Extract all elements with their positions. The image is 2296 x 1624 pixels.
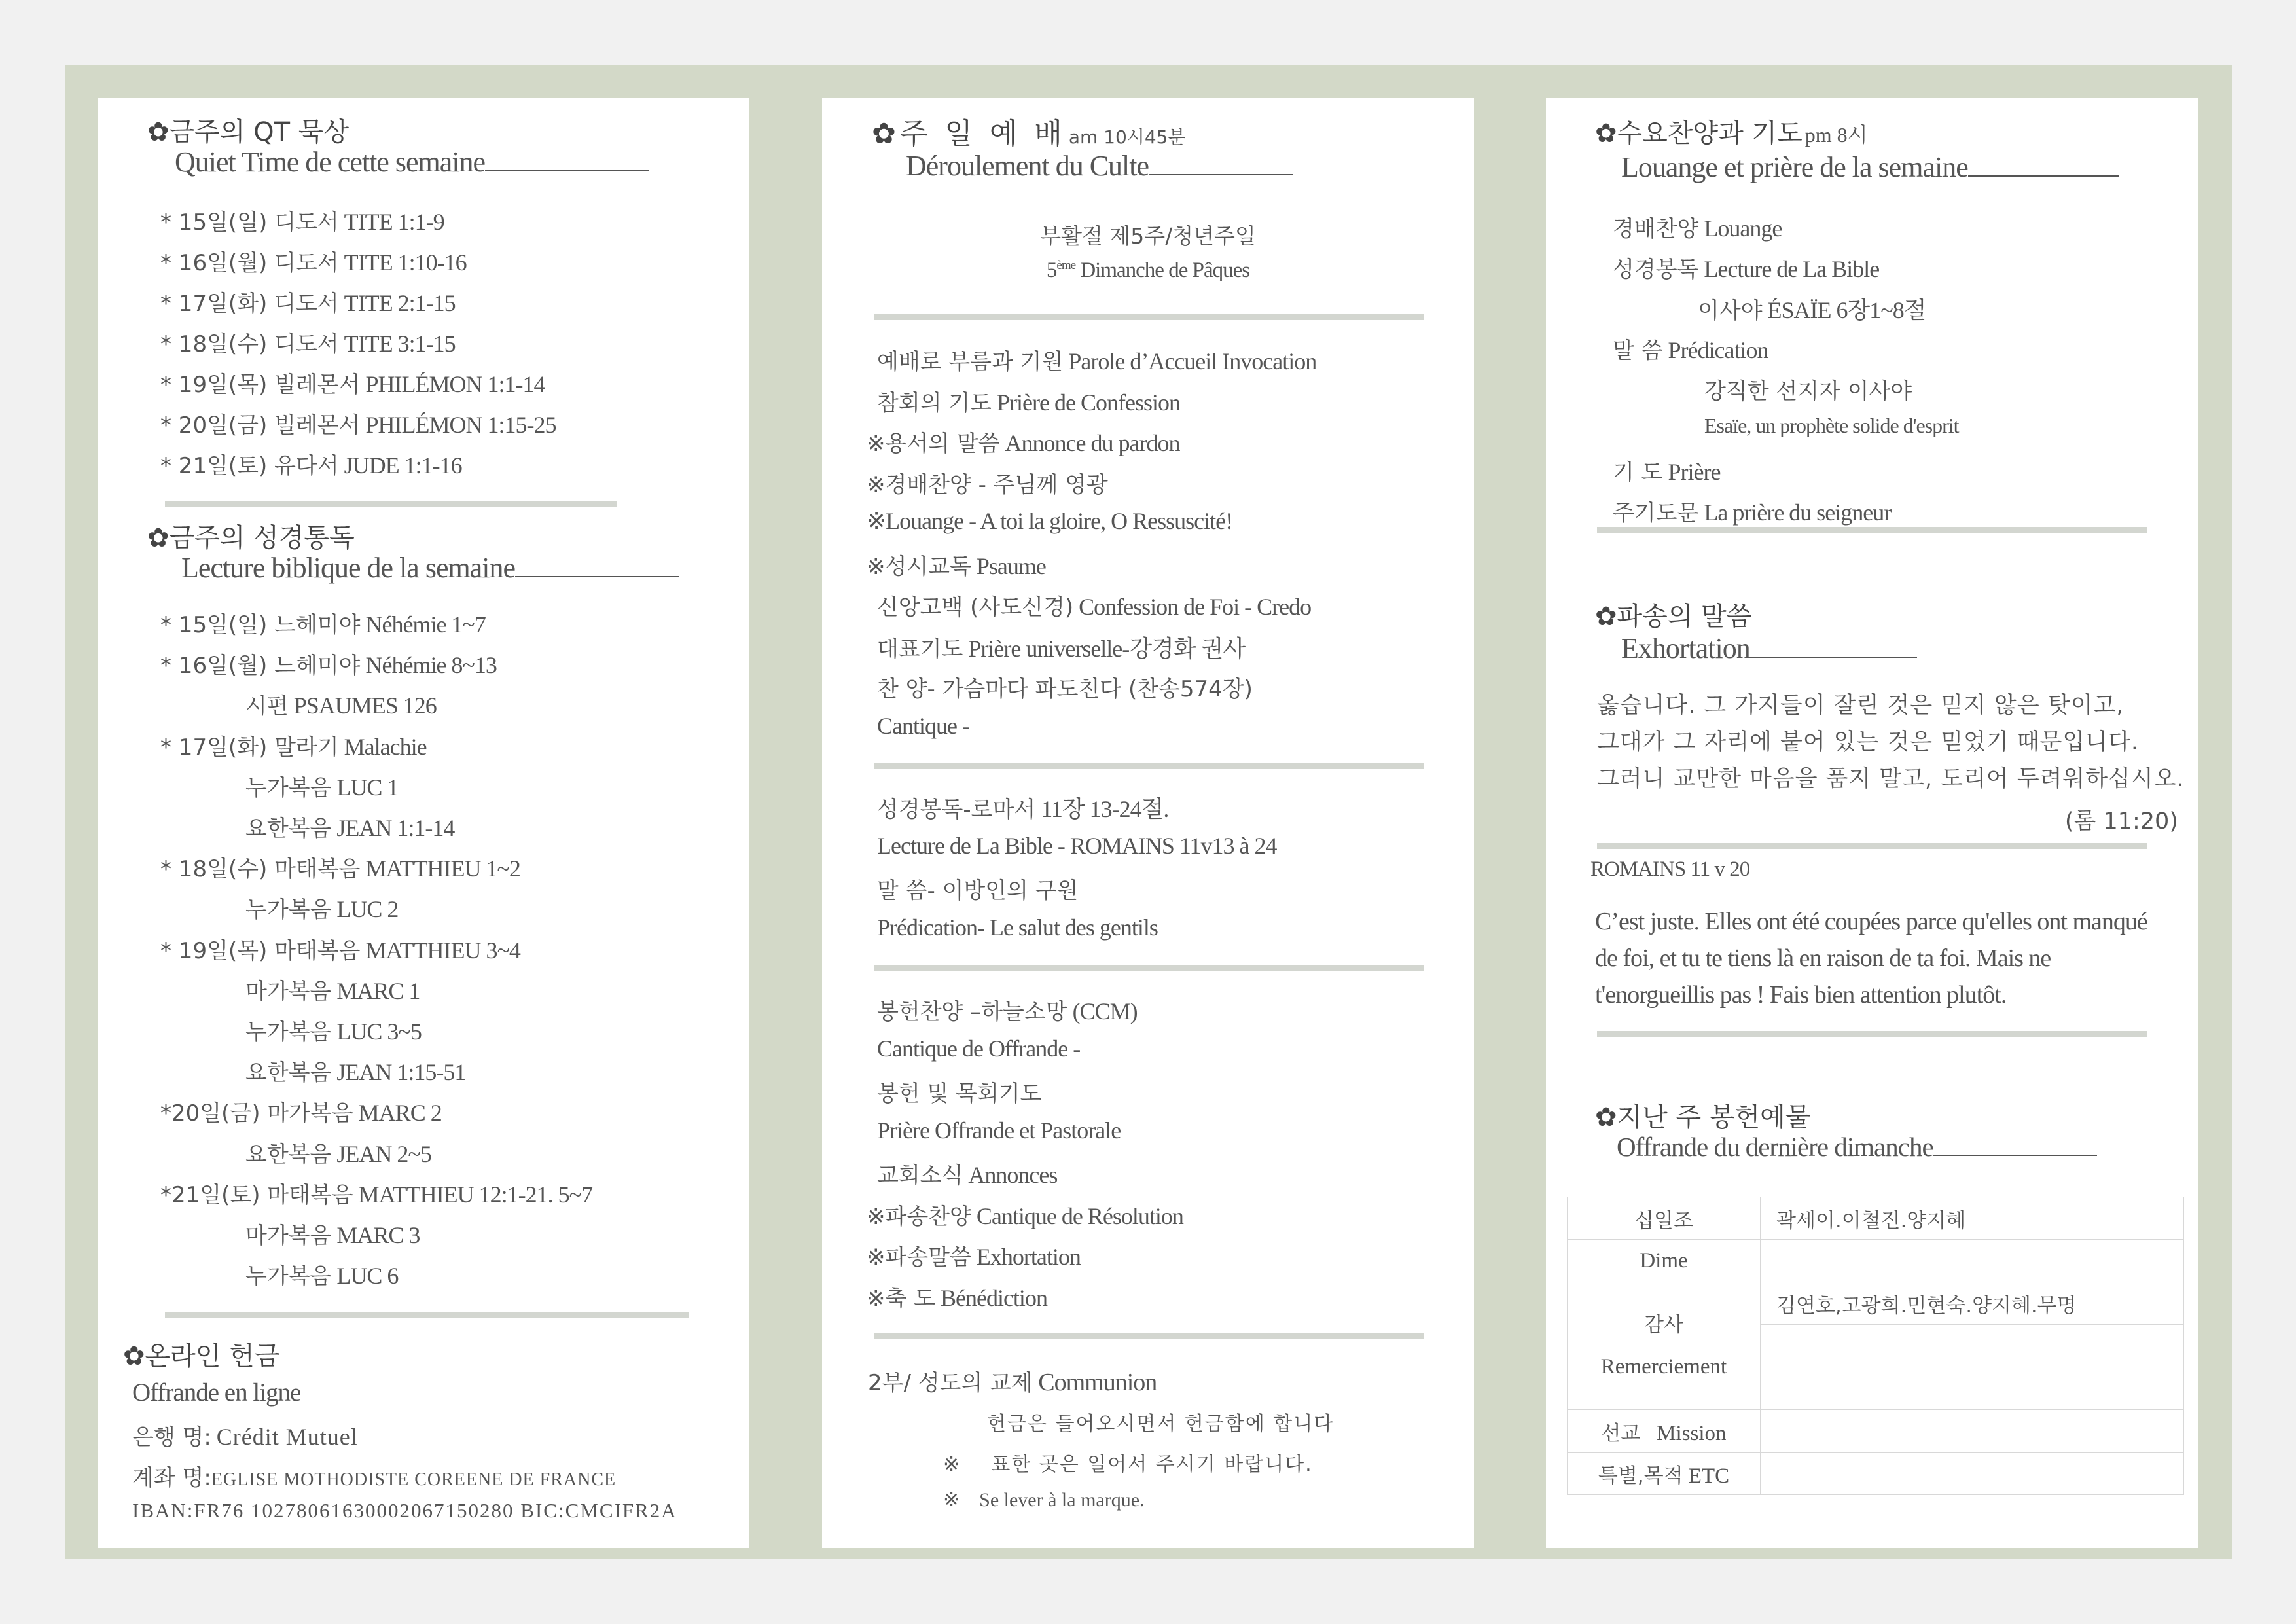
service-row: [877, 873, 1078, 905]
service-row: [877, 1157, 1057, 1189]
service-row-kr: ※파송말씀: [867, 1244, 971, 1271]
bible-row-fr: JEAN 1:15-51: [336, 1059, 466, 1086]
service-row-fr: Psaume: [976, 552, 1046, 579]
wed-row-kr: 기 도: [1613, 460, 1663, 486]
wed-row: [1613, 251, 1879, 283]
service-row-fr: Cantique de Résolution: [976, 1202, 1183, 1229]
qt-row-fr: TITE 1:1-9: [344, 209, 444, 235]
wed-row-kr: 강직한 선지자 이사야: [1704, 378, 1912, 405]
wed-row-kr: 주기도문: [1613, 500, 1699, 526]
bible-row-kr: * 19일(목) 마태복음: [160, 937, 361, 964]
service-row: [867, 1199, 1183, 1231]
bible-row-fr: Néhémie 1~7: [365, 611, 486, 638]
note-stand-fr: ※ Se lever à la marque.: [943, 1489, 1145, 1511]
service-row-kr: ※성시교독: [867, 553, 971, 580]
service-row-fr: Lecture de La Bible - ROMAINS 11v13 à 24: [877, 832, 1277, 859]
bible-row-kr: 요한복음: [245, 816, 332, 842]
qt-row-fr: TITE 1:10-16: [344, 249, 467, 276]
bible-row: [245, 1218, 420, 1250]
divider: [874, 1333, 1424, 1339]
account-name: 계좌 명:EGLISE MOTHODISTE COREENE DE FRANCE: [132, 1465, 617, 1491]
qt-row-fr: JUDE 1:1-16: [344, 452, 462, 478]
bible-row: [245, 1055, 465, 1087]
divider: [1597, 527, 2147, 533]
service-row-fr: Bénédiction: [940, 1284, 1047, 1311]
divider: [1597, 843, 2147, 849]
service-row: [877, 630, 1245, 664]
bible-row: [245, 892, 398, 924]
bible-row-kr: * 18일(수) 마태복음: [160, 856, 361, 883]
panel-wednesday-and-offering: [1546, 98, 2198, 1548]
bible-row-kr: 누가복음: [245, 1019, 332, 1045]
qt-row: [160, 326, 456, 358]
service-row: [877, 1035, 1080, 1062]
bible-row-kr: 누가복음: [245, 897, 332, 924]
bible-row: [160, 851, 520, 883]
wed-row: [1613, 495, 1891, 527]
service-row-kr: 교회소식: [877, 1163, 963, 1189]
divider: [1597, 1031, 2147, 1037]
tithe-names: 곽세이.이철진.양지혜: [1761, 1197, 2184, 1240]
bank-name: 은행 명: Crédit Mutuel: [132, 1424, 358, 1451]
panel-sunday-service: [822, 98, 1474, 1548]
service-row-kr: 말 씀- 이방인의 구원: [877, 878, 1079, 904]
bible-row-kr: 마가복음: [245, 1223, 332, 1249]
bible-row: [160, 1095, 442, 1127]
qt-row-kr: * 15일(일) 디도서: [160, 209, 339, 236]
bible-row-fr: MARC 1: [336, 977, 420, 1004]
note-stand-kr: ※ 표한 곳은 일어서 주시기 바랍니다.: [943, 1453, 1313, 1476]
service-row-fr: Prière universelle-강경화 권사: [968, 635, 1246, 662]
service-row-fr: Prière Offrande et Pastorale: [877, 1117, 1121, 1144]
exhortation-fr: C’est juste. Elles ont été coupées parce qu'elles ont manqué de foi, et tu te tiens là en raison de ta foi. Mais ne t'enorgueillis pas ! Fais bien attention plutôt.: [1595, 908, 2147, 1009]
service-row-kr: 대표기도: [877, 636, 963, 662]
service-row-kr: 신앙고백 (사도신경): [877, 594, 1074, 621]
service-row-kr: 봉헌찬양 –하늘소망: [877, 999, 1067, 1025]
service-row-fr: Confession de Foi - Credo: [1079, 594, 1312, 620]
wed-row-fr: Esaïe, un prophète solide d'esprit: [1704, 414, 1959, 437]
wed-title-fr: Louange et prière de la semaine: [1621, 151, 2119, 184]
qt-row-kr: * 19일(목) 빌레몬서: [160, 372, 361, 398]
service-row: [877, 385, 1180, 417]
thanks-label: 감사 Remerciement: [1568, 1282, 1761, 1410]
wed-row: [1704, 373, 1912, 405]
bible-row-kr: * 17일(화) 말라기: [160, 734, 339, 761]
bible-row-fr: MATTHIEU 1~2: [365, 856, 520, 882]
bible-row: [160, 729, 427, 761]
exhortation-kr: 옳습니다. 그 가지들이 잘린 것은 믿지 않은 탓이고, 그대가 그 자리에 붙어 있는 것은 믿었기 때문입니다. 그러니 교만한 마음을 품지 말고, 도리어 두려워하십시오.: [1597, 693, 2185, 792]
online-title-fr: Offrande en ligne: [132, 1379, 301, 1407]
service-row: [877, 832, 1277, 859]
service-row: [867, 425, 1179, 458]
wed-row: [1698, 292, 1926, 325]
bible-row: [245, 973, 420, 1005]
thanks-names: 김연호,고광희.민현숙.양지혜.무명: [1761, 1282, 2184, 1325]
service-row-kr: 성경봉독-로마서: [877, 797, 1036, 823]
wed-row-kr: 이사야: [1698, 298, 1763, 324]
tithe-fr: Dime: [1568, 1240, 1761, 1282]
bible-row-fr: MATTHIEU 12:1-21. 5~7: [358, 1181, 593, 1208]
qt-row: [160, 245, 467, 277]
offer-title-fr: Offrande du dernière dimanche: [1617, 1131, 2097, 1163]
bible-row-kr: 누가복음: [245, 1263, 332, 1290]
wed-title: ✿수요찬양과 기도 pm 8시: [1595, 118, 1868, 149]
service-row: [877, 712, 969, 740]
online-title-kr: ✿온라인 헌금: [123, 1341, 280, 1371]
service-row: [877, 994, 1138, 1026]
service-row: [867, 1239, 1081, 1271]
wed-row-fr: ÉSAÏE 6장1~8절: [1767, 297, 1926, 323]
bible-row-kr: *20일(금) 마가복음: [160, 1100, 353, 1127]
qt-title-kr: ✿금주의 QT 묵상: [147, 117, 350, 147]
service-row-kr: ※용서의 말씀: [867, 431, 1000, 457]
wed-row-kr: 성경봉독: [1613, 257, 1699, 283]
service-row-kr: ※축 도: [867, 1285, 935, 1312]
exh-fr-ref: ROMAINS 11 v 20: [1590, 857, 1750, 881]
bible-row-kr: *21일(토) 마태복음: [160, 1182, 353, 1208]
wed-row: [1613, 211, 1782, 243]
bible-row-fr: Malachie: [344, 733, 427, 760]
iban: IBAN:FR76 10278061630002067150280 BIC:CMCIFR2A: [132, 1499, 677, 1522]
service-row-fr: Prédication- Le salut des gentils: [877, 914, 1158, 941]
service-row-fr: Cantique de Offrande -: [877, 1035, 1081, 1062]
bible-row: [160, 1177, 592, 1209]
service-row: [877, 791, 1168, 824]
bible-row: [245, 1258, 398, 1290]
qt-row: [160, 448, 462, 480]
divider: [165, 501, 617, 507]
wed-row-fr: Prédication: [1668, 337, 1768, 363]
service-row: [877, 914, 1158, 941]
service-row: [867, 549, 1046, 581]
divider: [165, 1312, 689, 1318]
service-row: [867, 507, 1232, 535]
qt-row-fr: PHILÉMON 1:15-25: [365, 412, 556, 438]
bible-row: [160, 647, 497, 679]
exh-title-kr: ✿파송의 말씀: [1595, 602, 1752, 632]
qt-row-fr: TITE 3:1-15: [344, 331, 456, 357]
service-row: [877, 1117, 1121, 1144]
bible-row-kr: * 15일(일) 느헤미야: [160, 612, 361, 638]
bible-row-fr: MATTHIEU 3~4: [365, 937, 520, 964]
bible-row-fr: Néhémie 8~13: [365, 652, 497, 679]
service-row: [867, 467, 1108, 499]
qt-row-kr: * 20일(금) 빌레몬서: [160, 412, 361, 439]
offering-table: [1567, 1197, 2184, 1495]
service-row: [877, 344, 1316, 376]
bible-row-fr: JEAN 1:1-14: [336, 815, 455, 841]
service-row-fr: Parole d’Accueil Invocation: [1068, 348, 1317, 374]
wed-row-fr: Louange: [1704, 215, 1782, 242]
week-kr: 부활절 제5주/청년주일: [1040, 223, 1256, 249]
qt-row-kr: * 18일(수) 디도서: [160, 331, 339, 357]
wed-row-fr: Prière: [1668, 459, 1721, 485]
service-row-kr: 예배로 부름과 기원: [877, 349, 1064, 375]
bible-row: [245, 770, 398, 802]
service-row-kr: ※경배찬양 - 주님께 영광: [867, 471, 1108, 498]
qt-row: [160, 407, 556, 439]
exh-kr-ref: (롬 11:20): [2064, 808, 2178, 835]
week-fr: 5ème Dimanche de Pâques: [1046, 259, 1250, 282]
service-row-fr: (CCM): [1072, 998, 1138, 1024]
service-row-fr: Cantique -: [877, 712, 969, 739]
service-row-kr: ※파송찬양: [867, 1203, 971, 1230]
qt-row-kr: * 21일(토) 유다서: [160, 453, 339, 479]
qt-row: [160, 204, 444, 236]
bible-row-fr: PSAUMES 126: [293, 693, 437, 719]
wed-row-fr: Lecture de La Bible: [1704, 256, 1880, 282]
panel-qt-bible-reading: [98, 98, 749, 1548]
wed-row-fr: La prière du seigneur: [1704, 499, 1892, 526]
bible-row-kr: 요한복음: [245, 1060, 332, 1087]
service-row: [877, 589, 1311, 621]
service-row-fr: Annonce du pardon: [1005, 430, 1180, 456]
bible-row: [160, 607, 486, 639]
bible-row-fr: MARC 2: [358, 1100, 442, 1127]
exh-title-fr: Exhortation: [1621, 632, 1917, 665]
bible-row-fr: LUC 2: [336, 896, 399, 923]
bible-row-fr: LUC 3~5: [336, 1019, 422, 1045]
qt-row-kr: * 16일(월) 디도서: [160, 250, 339, 276]
service-row-fr: Exhortation: [976, 1244, 1081, 1270]
service-row-kr: 참회의 기도: [877, 389, 992, 416]
wed-row-kr: 경배찬양: [1613, 216, 1699, 242]
qt-row: [160, 367, 545, 399]
divider: [874, 314, 1424, 320]
service-row-fr: ※Louange - A toi la gloire, O Ressuscité!: [867, 508, 1233, 534]
service-row-fr: Annonces: [968, 1162, 1058, 1188]
bible-row-kr: 마가복음: [245, 978, 332, 1005]
wed-row: [1613, 333, 1768, 365]
qt-title-fr: Quiet Time de cette semaine: [175, 145, 649, 179]
qt-row-fr: PHILÉMON 1:1-14: [365, 371, 545, 397]
tithe-kr: 십일조: [1568, 1197, 1761, 1240]
qt-row-fr: TITE 2:1-15: [344, 290, 456, 316]
bible-row-fr: MARC 3: [336, 1222, 420, 1248]
divider: [874, 763, 1424, 769]
bible-row: [245, 810, 454, 842]
bible-row: [245, 688, 437, 720]
qt-row: [160, 285, 456, 317]
service-row: [877, 1075, 1042, 1108]
bible-row-fr: JEAN 2~5: [336, 1140, 431, 1167]
bible-row: [160, 933, 520, 965]
bible-row: [245, 1136, 431, 1168]
bible-title-kr: ✿금주의 성경통독: [147, 523, 355, 553]
bible-row-kr: 요한복음: [245, 1141, 332, 1168]
communion: 2부/ 성도의 교제 Communion: [868, 1369, 1157, 1396]
service-row: [877, 671, 1253, 703]
offer-title-kr: ✿지난 주 봉헌예물: [1595, 1102, 1811, 1132]
bible-row-kr: 시편: [245, 693, 289, 720]
special-label: 특별,목적 ETC: [1568, 1453, 1761, 1495]
bible-row: [245, 1014, 422, 1046]
service-title-fr: Déroulement du Culte: [906, 149, 1293, 183]
bible-row-fr: LUC 1: [336, 774, 399, 801]
qt-row-kr: * 17일(화) 디도서: [160, 291, 339, 317]
service-row-kr: 봉헌 및 목회기도: [877, 1081, 1042, 1107]
wed-row: [1704, 414, 1959, 438]
bible-title-fr: Lecture biblique de la semaine: [181, 551, 679, 585]
wed-row: [1613, 454, 1720, 486]
bible-row-kr: 누가복음: [245, 774, 332, 801]
mission-label: 선교 Mission: [1568, 1410, 1761, 1453]
service-row-kr: 찬 양- 가슴마다 파도친다 (찬송574장): [877, 676, 1253, 702]
service-title: ✿주 일 예 배 am 10시45분: [872, 117, 1186, 151]
bible-row-kr: * 16일(월) 느헤미야: [160, 653, 361, 679]
bible-row-fr: LUC 6: [336, 1263, 399, 1290]
service-row-fr: Prière de Confession: [997, 389, 1180, 416]
service-row-fr: 11장 13-24절.: [1041, 796, 1169, 822]
divider: [874, 965, 1424, 971]
service-row: [867, 1280, 1047, 1312]
note-offering: 헌금은 들어오시면서 헌금함에 합니다: [987, 1413, 1335, 1435]
wed-row-kr: 말 씀: [1613, 338, 1663, 364]
